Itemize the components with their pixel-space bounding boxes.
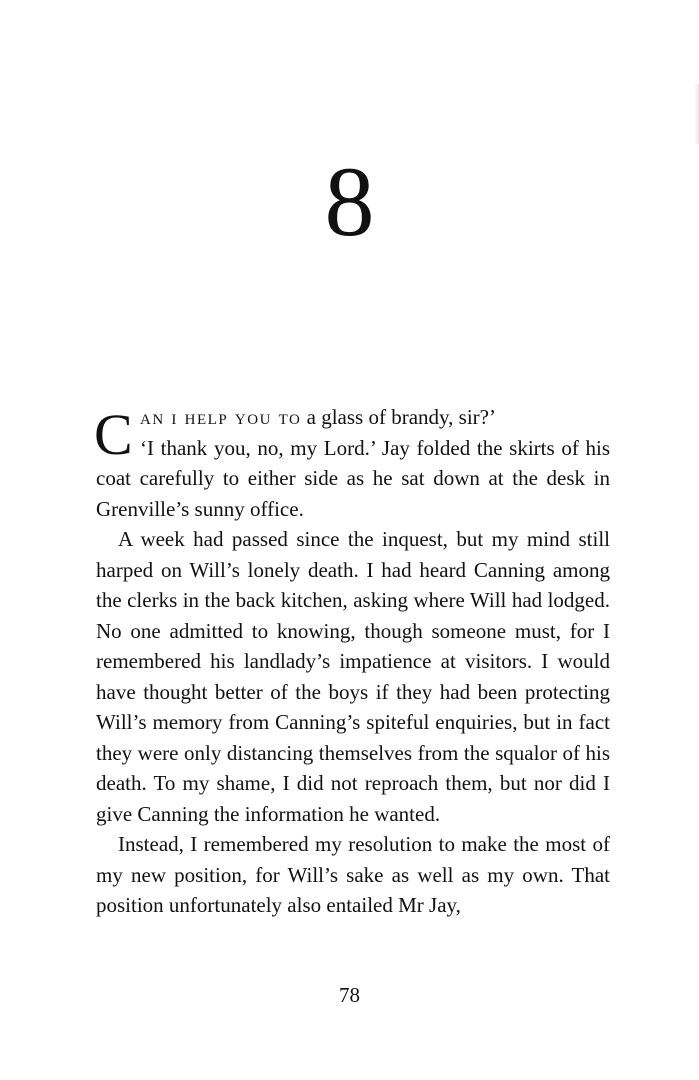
paragraph-2: A week had passed since the inquest, but my mind still harped on Will’s lonely death. I had heard Canning among the clerks in the back kitchen, asking where Will had lodged. No one admitted to knowing, though someone must, for I remembered his landlady’s impatience at visitors. I would have thought better of the boys if they had been protecting Will’s memory from Canning’s spiteful enquiries, but in fact they were only distancing themselves from the squalor of his death. To my shame, I did not reproach them, but nor did I give Canning the information he wanted. — [96, 527, 610, 826]
page-edge-shadow — [694, 84, 699, 144]
body-text — [96, 402, 610, 921]
chapter-number: 8 — [324, 146, 375, 257]
drop-cap: C — [94, 402, 133, 467]
opening-rest: a glass of brandy, sir?’ — [301, 405, 496, 429]
opening-small-caps: an i help you to — [140, 405, 302, 429]
paragraph-3: Instead, I remembered my resolution to make the most of my new position, for Will’s sake as well as my own. That position unfortunately also entailed Mr Jay, — [96, 832, 610, 917]
opening-line — [140, 402, 610, 433]
page-number: 78 — [339, 983, 360, 1007]
paragraph-1: ‘I thank you, no, my Lord.’ Jay folded the skirts of his coat carefully to either side as he sat down at the desk in Grenville’s sunny office. — [96, 435, 610, 521]
